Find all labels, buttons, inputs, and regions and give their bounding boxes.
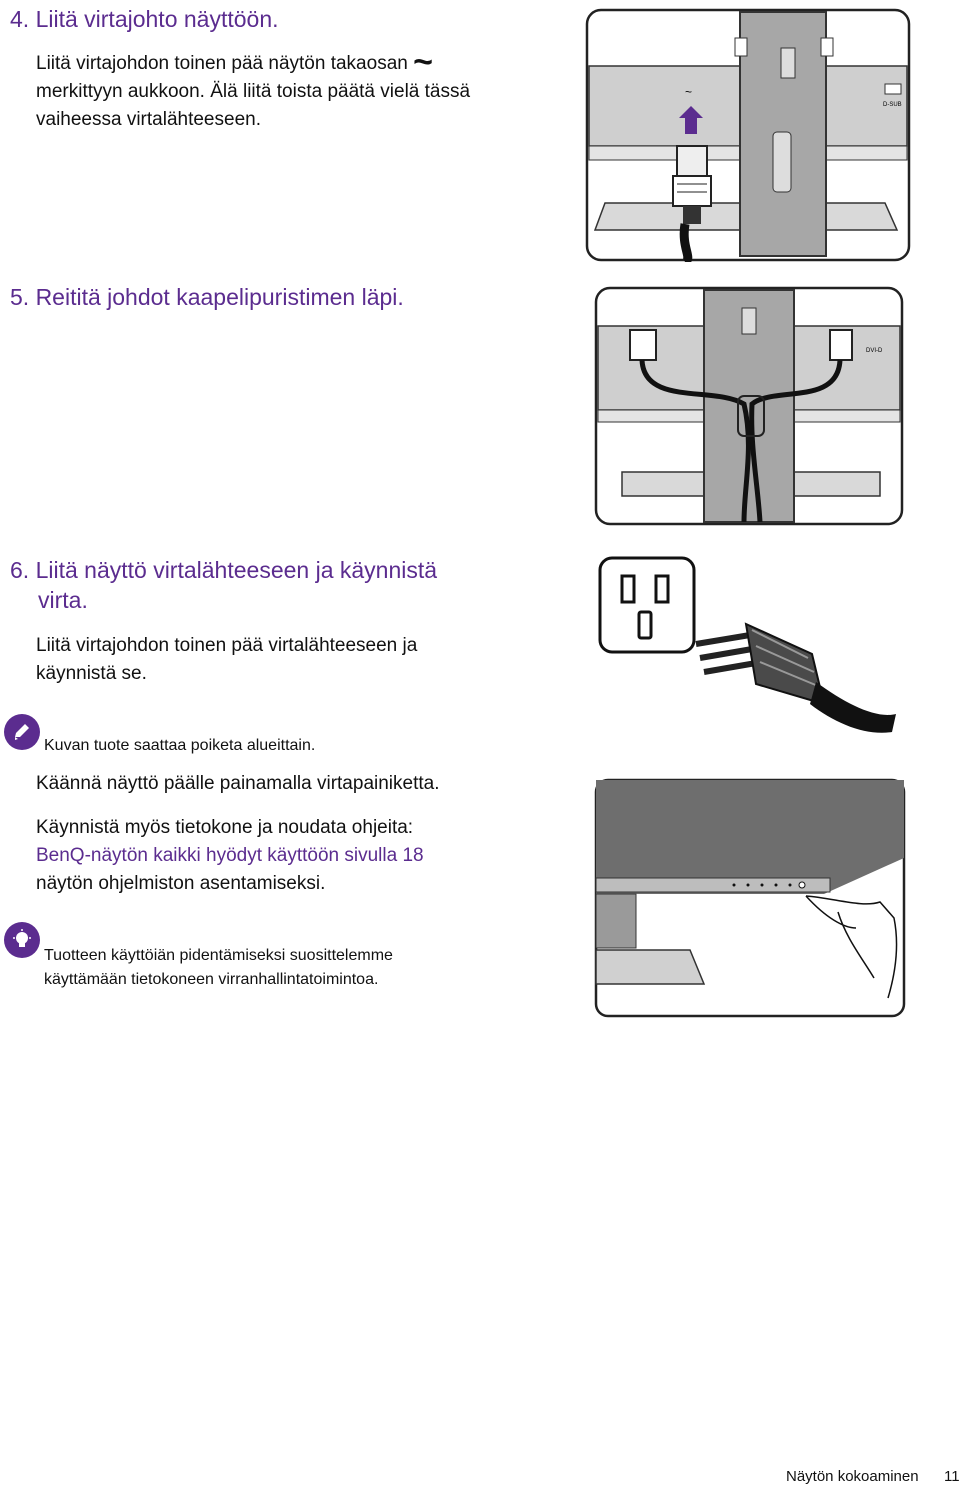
pencil-icon [4, 714, 40, 750]
dsub-port-label: D-SUB [883, 102, 902, 108]
ac-tilde-symbol: ~ [413, 43, 433, 81]
step6-p1-line2: käynnistä se. [36, 663, 147, 684]
step6-heading [10, 555, 530, 615]
step4-line3: vaiheessa virtalähteeseen. [36, 109, 261, 130]
tip-text [44, 944, 393, 992]
step6-heading-line1: 6. Liitä näyttö virtalähteeseen ja käynnistä [10, 557, 438, 583]
step6-paragraph3 [36, 814, 424, 898]
step4-text [36, 43, 556, 134]
cable-routing-illustration [594, 286, 904, 528]
figure-cable-routing [594, 286, 904, 528]
step4-heading: 4. Liitä virtajohto näyttöön. [10, 6, 279, 32]
step6-p3-line1: Käynnistä myös tietokone ja noudata ohjeita: [36, 817, 414, 838]
figure-power-outlet [596, 554, 902, 744]
figure-power-button [594, 778, 906, 1020]
svg-text:~: ~ [685, 85, 693, 99]
outlet-plug-illustration [596, 554, 902, 744]
footer-section-name: Näytön kokoaminen [786, 1468, 919, 1485]
step6-heading-line2: virta. [38, 587, 88, 613]
step5-heading: 5. Reititä johdot kaapelipuristimen läpi. [10, 284, 404, 310]
step4-line2: merkittyyn aukkoon. Älä liitä toista päätä vielä tässä [36, 81, 471, 102]
tip-line2: käyttämään tietokoneen virranhallintatoimintoa. [44, 971, 379, 988]
step4-line1 [36, 43, 556, 81]
note-text: Kuvan tuote saattaa poiketa alueittain. [44, 737, 316, 754]
step6-p1-line1: Liitä virtajohdon toinen pää virtalähteeseen ja [36, 635, 418, 656]
step6-p3-line3: näytön ohjelmiston asentamiseksi. [36, 873, 326, 894]
benq-features-link[interactable]: BenQ-näytön kaikki hyödyt käyttöön sivulla 18 [36, 845, 424, 866]
footer-page-number: 11 [944, 1468, 960, 1485]
figure-power-connector [585, 8, 911, 262]
step6-paragraph2: Käännä näyttö päälle painamalla virtapainiketta. [36, 773, 440, 794]
dvi-port-label: DVI-D [866, 348, 883, 354]
step4-line1-text: Liitä virtajohdon toinen pää näytön takaosan [36, 53, 408, 74]
power-button-illustration [594, 778, 906, 1020]
lightbulb-icon-glyph [11, 929, 33, 951]
pencil-icon-glyph [12, 722, 32, 742]
power-connector-illustration [585, 8, 911, 262]
tip-line1: Tuotteen käyttöiän pidentämiseksi suosittelemme [44, 947, 393, 964]
step6-paragraph1 [36, 632, 417, 688]
lightbulb-icon [4, 922, 40, 958]
